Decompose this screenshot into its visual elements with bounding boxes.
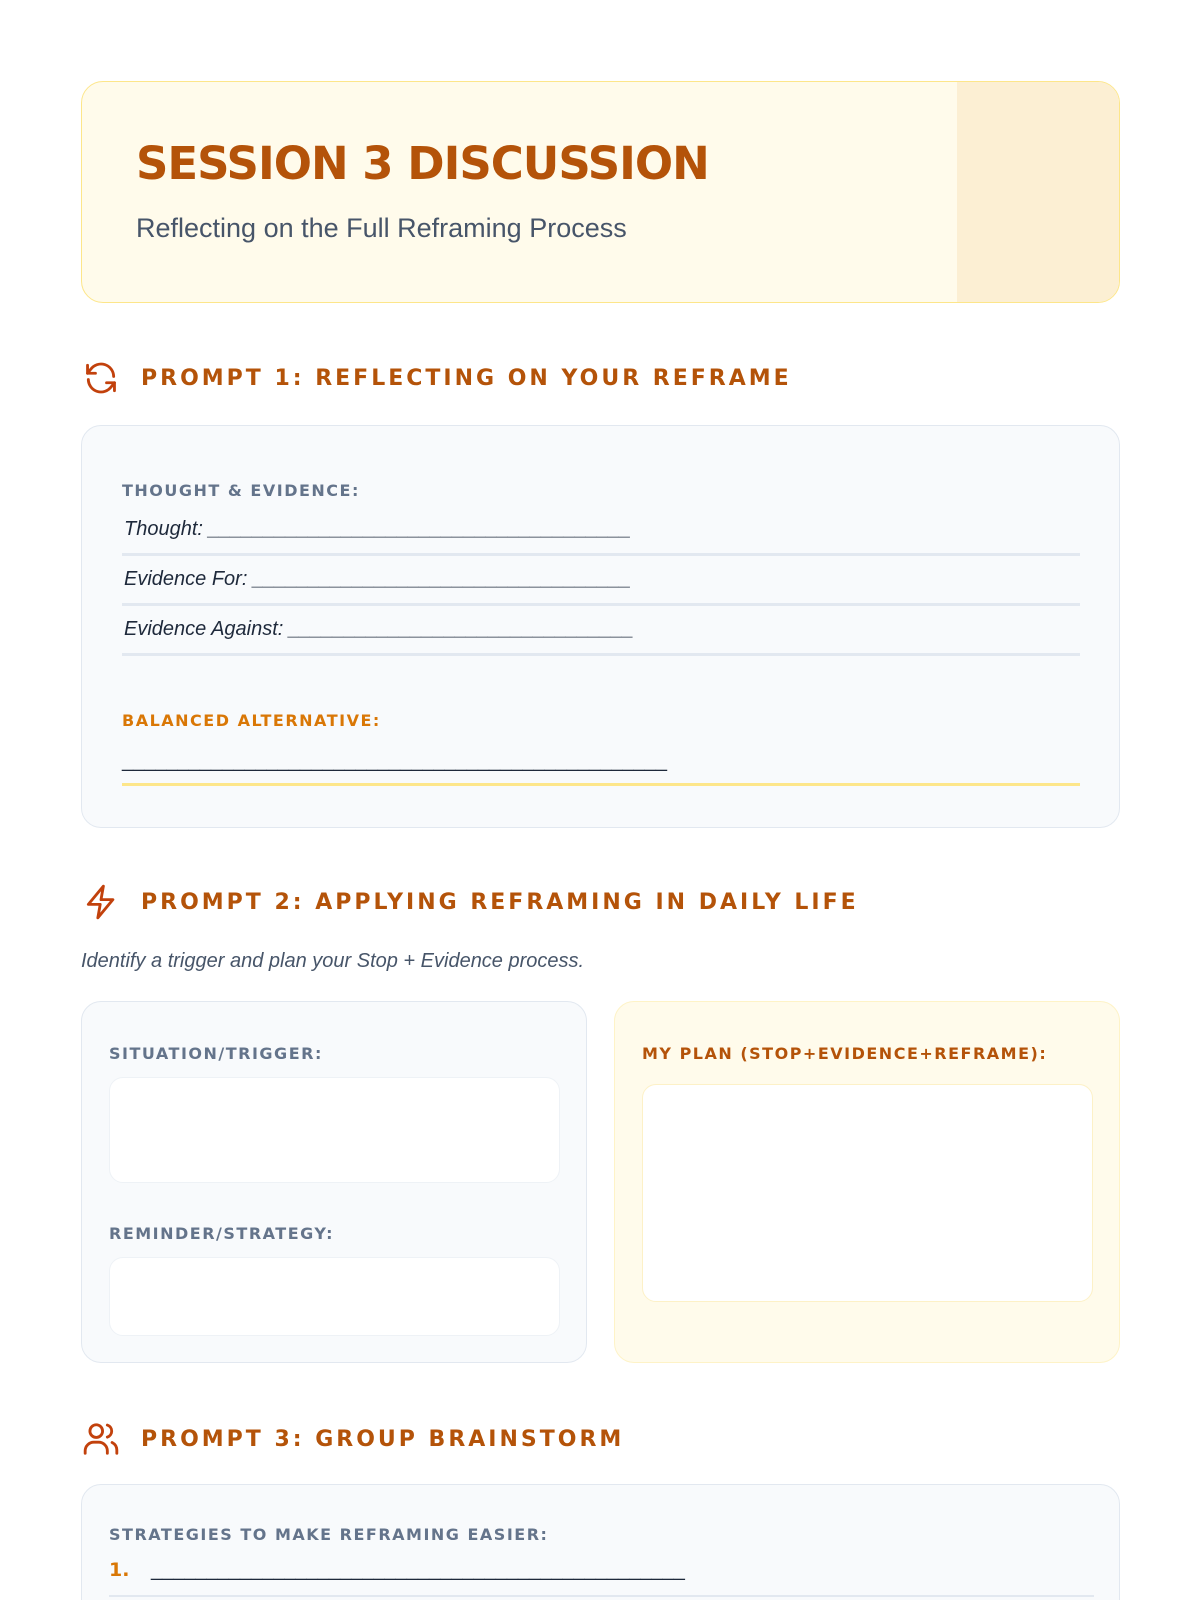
thought-line-text: Thought: ______________________________________ bbox=[124, 518, 632, 540]
prompt3-title: PROMPT 3: GROUP BRAINSTORM bbox=[141, 1426, 625, 1452]
balanced-alternative-line[interactable] bbox=[122, 744, 1080, 786]
prompt3-heading bbox=[81, 1419, 624, 1459]
prompt1-heading bbox=[81, 358, 792, 398]
page-subtitle: Reflecting on the Full Reframing Process bbox=[136, 213, 627, 243]
prompt1-panel bbox=[81, 425, 1120, 828]
reminder-strategy-field[interactable] bbox=[109, 1257, 560, 1336]
prompt2-title: PROMPT 2: APPLYING REFRAMING IN DAILY LIFE bbox=[141, 889, 859, 915]
balanced-alternative-line-text: _________________________________________________ bbox=[122, 750, 668, 772]
evidence-against-line[interactable] bbox=[122, 608, 1080, 656]
situation-panel bbox=[81, 1001, 587, 1363]
list-item-line: ________________________________________________ bbox=[151, 1559, 685, 1581]
situation-trigger-field[interactable] bbox=[109, 1077, 560, 1183]
prompt2-heading bbox=[81, 882, 859, 922]
situation-trigger-label: SITUATION/TRIGGER: bbox=[109, 1044, 323, 1063]
header-accent-strip bbox=[957, 82, 1119, 302]
plan-panel bbox=[614, 1001, 1120, 1363]
balanced-alternative-label: BALANCED ALTERNATIVE: bbox=[122, 711, 381, 730]
list-item[interactable] bbox=[109, 1551, 1094, 1597]
evidence-for-line-text: Evidence For: __________________________________ bbox=[124, 568, 632, 590]
lightning-icon bbox=[81, 882, 121, 922]
thought-line[interactable] bbox=[122, 508, 1080, 556]
list-item-number: 1. bbox=[109, 1559, 130, 1581]
reminder-strategy-label: REMINDER/STRATEGY: bbox=[109, 1224, 335, 1243]
users-icon bbox=[81, 1419, 121, 1459]
strategies-label: STRATEGIES TO MAKE REFRAMING EASIER: bbox=[109, 1525, 549, 1544]
session-header-card bbox=[81, 81, 1120, 303]
evidence-for-line[interactable] bbox=[122, 558, 1080, 606]
prompt3-panel bbox=[81, 1484, 1120, 1600]
page-title: SESSION 3 DISCUSSION bbox=[136, 137, 709, 190]
prompt2-intro: Identify a trigger and plan your Stop + Evidence process. bbox=[81, 950, 585, 972]
evidence-against-line-text: Evidence Against: _______________________________ bbox=[124, 618, 634, 640]
refresh-icon bbox=[81, 358, 121, 398]
my-plan-field[interactable] bbox=[642, 1084, 1093, 1302]
prompt1-title: PROMPT 1: REFLECTING ON YOUR REFRAME bbox=[141, 365, 792, 391]
thought-evidence-label: THOUGHT & EVIDENCE: bbox=[122, 481, 360, 500]
my-plan-label: MY PLAN (STOP+EVIDENCE+REFRAME): bbox=[642, 1044, 1048, 1063]
